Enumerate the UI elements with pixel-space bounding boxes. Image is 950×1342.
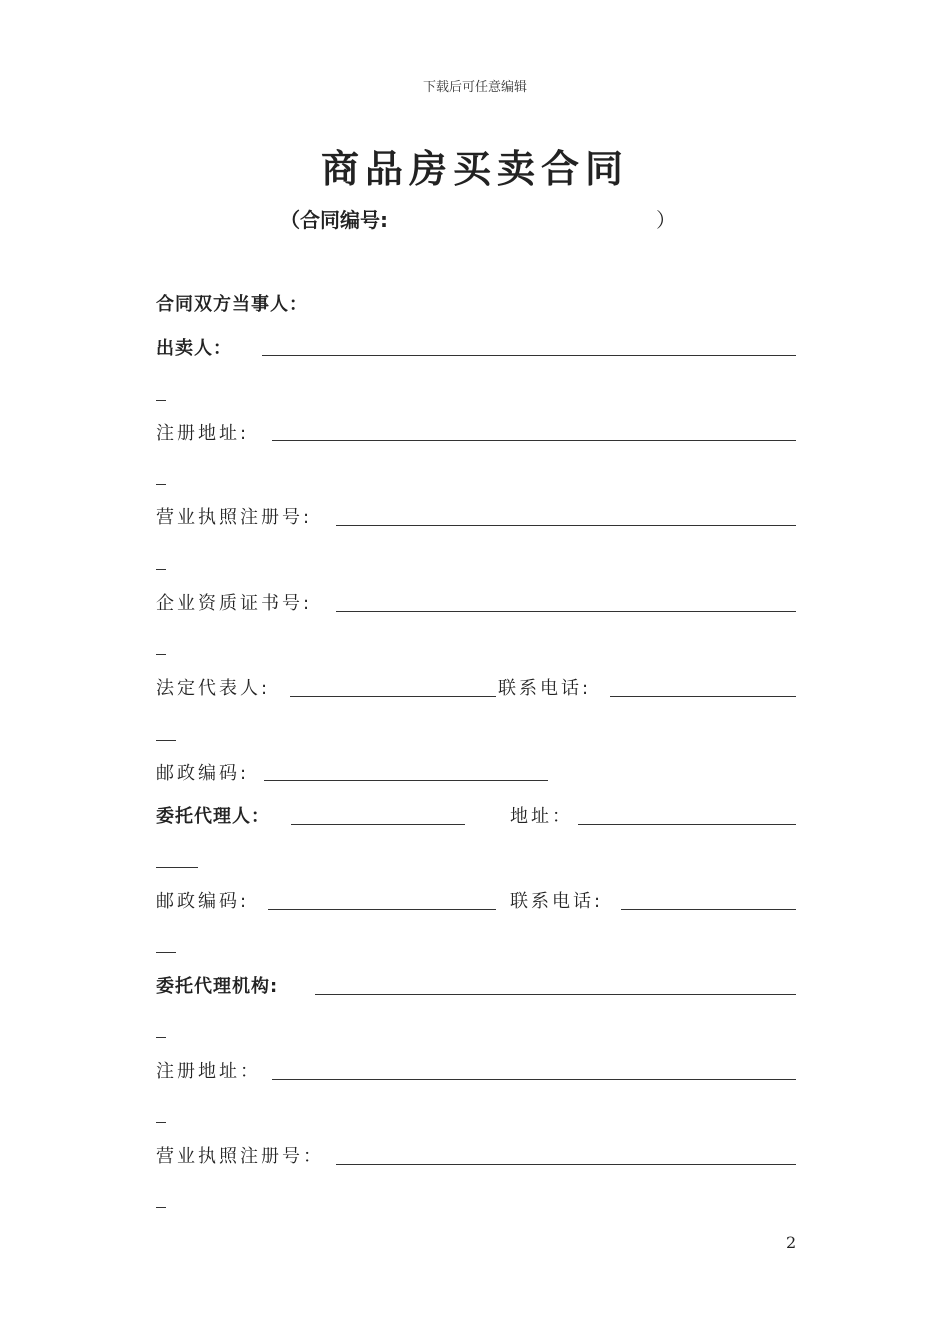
postcode-label: 邮政编码: <box>156 763 250 784</box>
reg-address-label-2: 注册地址： <box>156 1061 261 1082</box>
line-continuation <box>156 1121 166 1123</box>
agent-label: 委托代理人： <box>156 806 270 827</box>
line-continuation <box>156 866 198 868</box>
header-note: 下载后可任意编辑 <box>422 80 527 95</box>
license-no-field[interactable] <box>336 524 796 526</box>
contract-number-label: （合同编号: <box>280 208 388 232</box>
reg-address-label: 注册地址: <box>156 423 250 444</box>
qualification-field[interactable] <box>336 610 796 612</box>
parties-heading: 合同双方当事人： <box>156 294 308 315</box>
qualification-label: 企业资质证书号: <box>156 593 313 614</box>
contract-number-close: ） <box>656 208 676 232</box>
phone-field-2[interactable] <box>621 908 796 910</box>
agency-field[interactable] <box>315 993 796 995</box>
address-label: 地址： <box>510 806 573 827</box>
address-field[interactable] <box>578 823 796 825</box>
line-continuation <box>156 739 176 741</box>
postcode-label-2: 邮政编码: <box>156 891 250 912</box>
postcode-field-2[interactable] <box>268 908 496 910</box>
line-continuation <box>156 1206 166 1208</box>
line-continuation <box>156 568 166 570</box>
document-title: 商品房买卖合同 <box>320 146 629 191</box>
seller-label: 出卖人： <box>156 338 232 359</box>
legal-rep-field[interactable] <box>290 695 496 697</box>
postcode-field[interactable] <box>264 779 548 781</box>
license-no-field-2[interactable] <box>336 1163 796 1165</box>
line-continuation <box>156 483 166 485</box>
agency-label: 委托代理机构: <box>156 976 279 997</box>
line-continuation <box>156 399 166 401</box>
phone-label-2: 联系电话: <box>510 891 604 912</box>
line-continuation <box>156 1036 166 1038</box>
phone-label: 联系电话: <box>498 678 592 699</box>
reg-address-field-2[interactable] <box>272 1078 796 1080</box>
line-continuation <box>156 951 176 953</box>
phone-field[interactable] <box>610 695 796 697</box>
license-no-label-2: 营业执照注册号： <box>156 1146 324 1167</box>
page-number: 2 <box>786 1233 797 1252</box>
license-no-label: 营业执照注册号: <box>156 507 313 528</box>
legal-rep-label: 法定代表人: <box>156 678 271 699</box>
seller-field[interactable] <box>262 354 796 356</box>
line-continuation <box>156 653 166 655</box>
reg-address-field[interactable] <box>272 439 796 441</box>
agent-field[interactable] <box>291 823 465 825</box>
